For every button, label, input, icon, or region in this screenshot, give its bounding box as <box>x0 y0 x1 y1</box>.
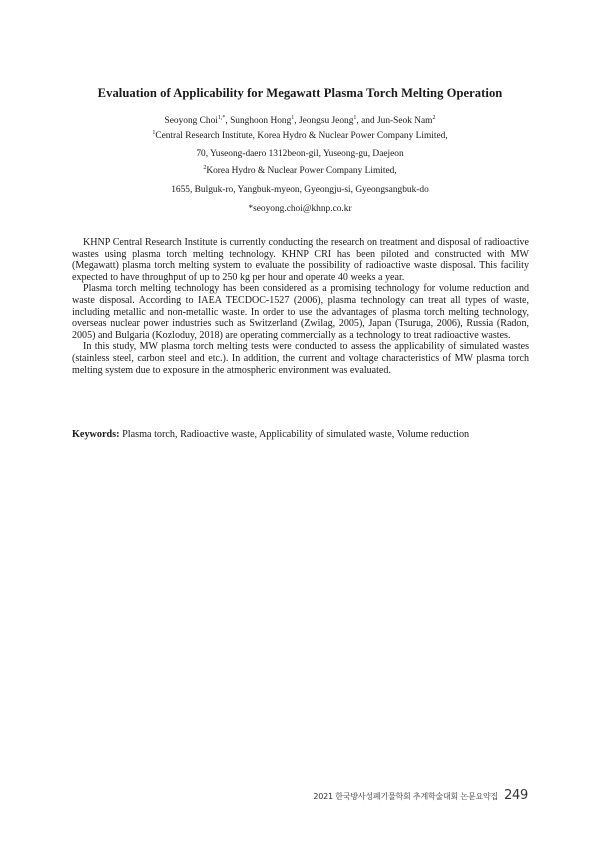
author-name: Jeongsu Jeong <box>298 116 354 126</box>
author-affiliation-mark: 1 <box>353 115 357 121</box>
affiliation-1-address: 70, Yuseong-daero 1312beon-gil, Yuseong-gu, Daejeon <box>196 149 404 159</box>
author-separator: , <box>294 116 299 126</box>
corresponding-email: *seoyong.choi@khnp.co.kr <box>248 204 352 214</box>
abstract-paragraph: Plasma torch melting technology has been considered as a promising technology for volume reduction and waste disposal. According to IAEA TECDOC-1527 (2006), plasma technology can treat all types of waste, including metallic and non-metallic waste. In order to use the advantages of plasma torch melting technology, overseas nuclear power industries such as Switzerland (Zwilag, 2005), Japan (Tsuruga, 2006), Russia (Radon, 2005) and Bulgaria (Kozloduy, 2018) are operating commercially as a technology to treat radioactive wastes. <box>72 283 529 341</box>
affiliation-text: Korea Hydro & Nuclear Power Company Limited, <box>206 166 397 176</box>
keywords-label: Keywords: <box>72 429 120 440</box>
author-name: Seoyong Choi <box>164 116 218 126</box>
author-affiliation-mark: 2 <box>432 115 436 121</box>
affiliation-mark: 1 <box>152 130 156 136</box>
page-footer <box>313 788 528 803</box>
keywords-list: Plasma torch, Radioactive waste, Applicability of simulated waste, Volume reduction <box>122 429 470 440</box>
affiliation-mark: 2 <box>203 165 207 171</box>
conference-name: 2021 한국방사성폐기물학회 추계학술대회 논문요약집 <box>313 792 499 801</box>
abstract-paragraph: In this study, MW plasma torch melting tests were conducted to assess the applicability of simulated wastes (stainless steel, carbon steel and etc.). In addition, the current and voltage characteristics of MW plasma torch melting system due to exposure in the atmospheric environment was evaluated. <box>72 341 529 376</box>
affiliation-2 <box>0 165 600 177</box>
page-number: 249 <box>504 788 528 803</box>
author-name: Jun-Seok Nam <box>377 116 433 126</box>
author-separator: , <box>225 116 231 126</box>
author-separator: , and <box>356 116 377 126</box>
affiliation-text: Central Research Institute, Korea Hydro & Nuclear Power Company Limited, <box>155 131 448 141</box>
abstract <box>72 237 529 376</box>
author-affiliation-mark: 1,* <box>217 115 226 121</box>
affiliation-1 <box>0 130 600 142</box>
affiliation-2-address: 1655, Bulguk-ro, Yangbuk-myeon, Gyeongju-si, Gyeongsangbuk-do <box>171 185 429 195</box>
author-affiliation-mark: 1 <box>291 115 295 121</box>
keywords <box>72 429 542 441</box>
author-name: Sunghoon Hong <box>230 116 292 126</box>
abstract-paragraph: KHNP Central Research Institute is currently conducting the research on treatment and disposal of radioactive wastes using plasma torch melting technology. KHNP CRI has been piloted and constructed with MW (Megawatt) plasma torch melting system to evaluate the possibility of radioactive waste disposal. This facility expected to have throughput of up to 250 kg per hour and operate 40 weeks a year. <box>72 237 529 283</box>
paper-title: Evaluation of Applicability for Megawatt Plasma Torch Melting Operation <box>97 86 503 100</box>
author-list <box>0 115 600 127</box>
